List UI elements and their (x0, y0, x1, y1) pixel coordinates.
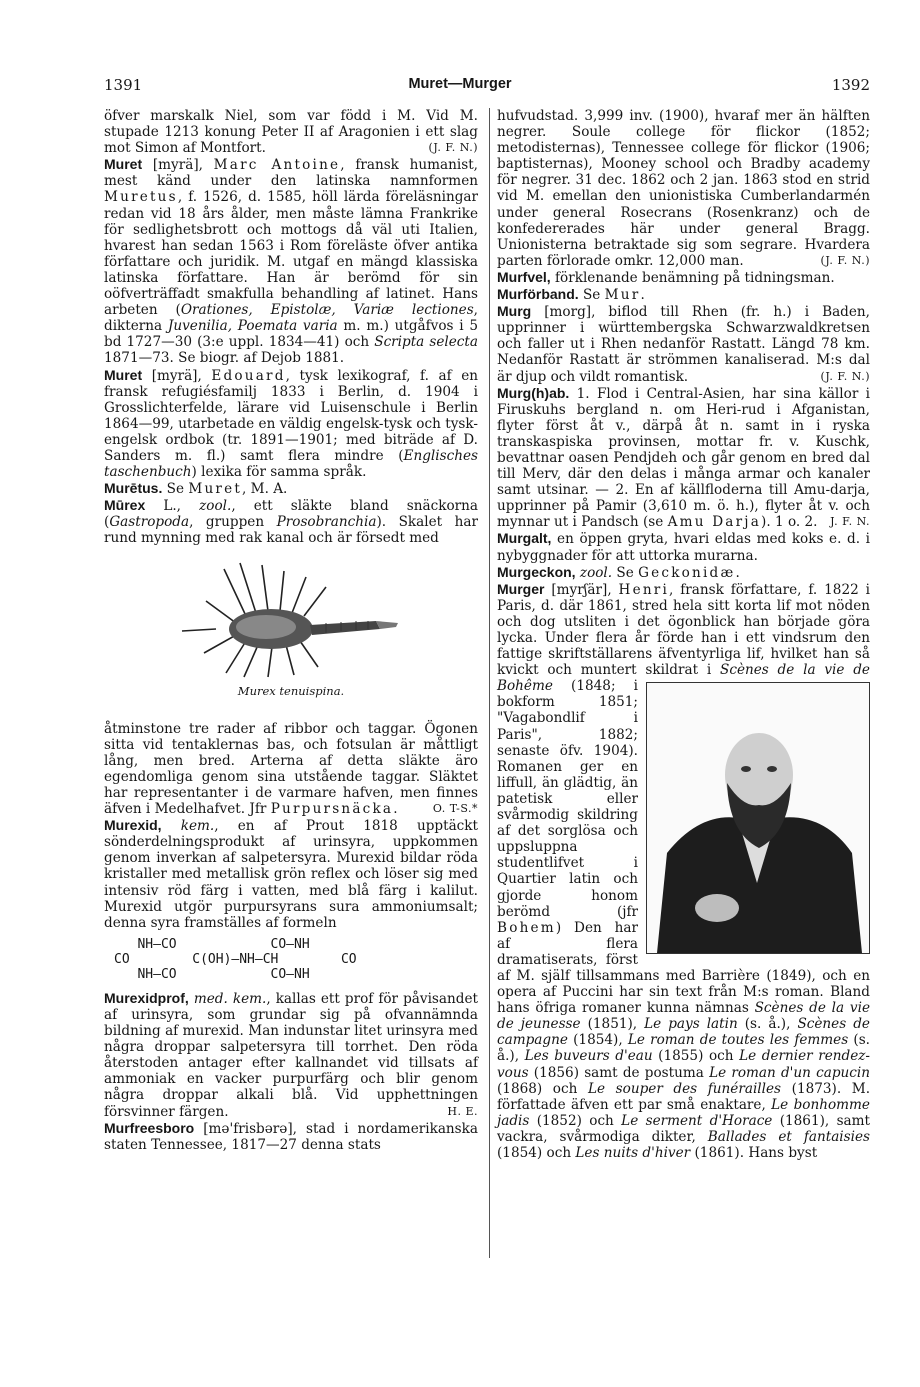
headword: Murger (497, 580, 545, 597)
article-murexid: Murexid, kem., en af Prout 1818 upptäckt sönderdelningsprodukt af urinsyra, uppkommen genom inverkan af salpetersyra. Murexid bildar röda kristaller med metallisk grön reflex och löser sig med intensiv röd färg i vatten, med blå färg i kalilut. Murexid utgör purpursyrans sura ammoniumsalt; denna syra framställes af formeln (104, 817, 478, 931)
headword: Murg (497, 303, 532, 320)
page-number-right: 1392 (831, 76, 870, 94)
article-murghab: Murg(h)ab. 1. Flod i Central-Asien, har sina källor i Firuskuhs bergland n. om Heri-rud i Afganistan, flyter först åt v., därpå åt n. samt in i ryska transkaspiska provinsen, mottar fr. v. Kuschk, bevattnar oasen Pendjdeh och går genom en bred dal till Merv, där den delas i många armar och kanaler samt utsinar. — 2. En af källfloderna till Amu-darja, upprinner på Pamir (3,610 m. ö. h.), flyter åt v. och mynnar ut i Pandsch (se Amu Darja). 1 o. 2. J. F. N. (497, 384, 870, 531)
headword: Murexidprof, (104, 989, 189, 1006)
article-murgeckon: Murgeckon, zool. Se Geckonidæ. (497, 563, 740, 581)
article-murex: Mūrex L., zool., ett släkte bland snäckorna (Gastropoda, gruppen Prosobranchia). Skalet har rund mynning med rak kanal och är försedt med (104, 497, 479, 547)
headword: Murfvel, (497, 268, 551, 285)
headword: Muret (104, 156, 143, 173)
headword: Mūrex (104, 497, 146, 514)
article-murg: Murg [morg], biflod till Rhen (fr. h.) i Baden, upprinner i württembergska Schwarzwaldkretsen och faller ut i Rhen nedanför Rastatt. Längd 78 km. Nedanför Rastatt är strömmen kanaliserad. M:s dal är djup och vildt romantisk. (J. F. N.) (497, 303, 870, 385)
article-muret-marc-antoine: Muret [myrä], Marc Antoine, fransk humanist, mest känd under den latinska namnformen Muretus, f. 1526, d. 1585, höll lärda föreläsningar redan vid 18 års ålder, men måste lämna Frankrike för sedlighetsbrott och mottogs då väl uti Italien, hvarest han sedan 1563 i Rom föreläste öfver antika författare och juridik. M. utgaf en mängd klassiska latinska författare. Han är berömd för sin oöfverträffadt smakfulla behandling af latinet. Hans arbeten (Orationes, Epistolæ, Variæ lectiones, dikterna Juvenilia, Poemata varia m. m.) utgåfvos i 5 bd 1727—30 (3:e uppl. 1834—41) och Scripta selecta 1871—73. Se biogr. af Dejob 1881. (104, 156, 478, 367)
murex-figure (104, 561, 478, 699)
headword: Murgalt, (497, 530, 552, 547)
article-murfreesboro-continued: hufvudstad. 3,999 inv. (1900), hvaraf mer än hälften negrer. Soule college för flickor (1852; metodisternas), Tennessee college för flickor (1906; baptisternas), Mooney school och Bradby academy för negrer. 31 dec. 1862 och 2 jan. 1863 stod en strid vid M. emellan den unionistiska Cumberlandarmén under general Rosecrans (Rosenkranz) och de konfedererades här under general Bragg. Unionisterna betraktade sig som segrare. Hvardera parten förlorade omkr. 12,000 man. (J. F. N.) (497, 108, 870, 269)
murex-shell-illustration (176, 561, 406, 679)
portrait-image (647, 683, 869, 953)
headword: Murfreesboro (104, 1119, 195, 1136)
page-number-left: 1391 (104, 76, 143, 94)
murger-portrait (646, 682, 870, 954)
article-muretus: Murētus. Se Muret, M. A. (104, 480, 288, 498)
article-murexidprof: Murexidprof, med. kem., kallas ett prof för påvisandet af urinsyra, som grundar sig på ofvannämnda bildning af murexid. Man indunstar litet urinsyra med några droppar salpetersyra till torrhet. Den röda återstoden antager efter kallnandet vid tillsats af ammoniak en vacker purpurfärg och blir genom några droppar alkali blå. Vid upphettningen försvinner färgen. H. E. (104, 989, 478, 1120)
article-muret-edouard: Muret [myrä], Edouard, tysk lexikograf, f. af en fransk refugiésfamilj 1833 i Berlin, d. 1904 i Grosslichterfelde, lärare vid Luisenschule i Berlin 1864—99, utarbetade en väldig engelsk-tysk och tysk-engelsk ordbok (tr. 1891—1901; med biträde af D. Sanders m. fl.) samt flera mindre (Englisches taschenbuch) lexika för samma språk. (104, 366, 478, 481)
article-murforband: Murförband. Se Mur. (497, 286, 645, 304)
article-muret-town-end: öfver marskalk Niel, som var född i M. Vid M. stupade 1213 konung Peter II af Aragonien i ett slag mot Simon af Montfort. (J. F. N.) (104, 108, 478, 157)
headword: Murförband. (497, 286, 579, 303)
article-murex-continued: åtminstone tre rader af ribbor och taggar. Ögonen sitta vid tentaklernas bas, och fotsulan är måttligt lång, men bred. Arterna af detta släkte äro egendomliga genom sina utstående taggar. Släktet har representanter i de varmare hafven, men finnes äfven i Medelhafvet. Jfr Purpursnäcka. O. T-S.* (104, 720, 478, 818)
running-title: Muret—Murger (408, 76, 512, 92)
headword: Murētus. (104, 480, 163, 497)
headword: Muret (104, 366, 143, 383)
figure-caption: Murex tenuispina. (237, 683, 345, 698)
right-column (497, 108, 870, 1161)
headword: Murg(h)ab. (497, 384, 570, 401)
headword: Murexid, (104, 817, 162, 834)
article-murfvel: Murfvel, förklenande benämning på tidningsman. (497, 268, 835, 286)
article-murger: Murger [myrʃär], Henri, fransk författare, f. 1822 i Paris, d. där 1861, stred hela sitt korta lif mot nöden och dog utsliten i det ögonblick han började göra lycka. Under flera år förde han i ett vindsrum den fattige skriftställarens äfventyrliga lif, hvilket han så kvickt och muntert skildrat i Scènes de la vie de Bohême (1848; i bokform 1851; "Vagabondlif i Paris", 1882; senaste öfv. 1904). Romanen ger en liffull, än glädtig, än patetisk eller svårmodig skildring af det sorglösa och uppsluppna studentlifvet i Quartier latin och gjorde honom berömd (jfr Bohem) Den har af flera dramatiserats, först af M. själf tillsammans med Barrière (1849), och en opera af Puccini har sin text från M:s roman. Bland hans öfriga romaner kunna nämnas Scènes de la vie de jeunesse (1851), Le pays latin (s. å.), Scènes de campagne (1854), Le roman de toutes les femmes (s. å.), Les buveurs d'eau (1855) och Le dernier rendez-vous (1856) samt de postuma Le roman d'un capucin (1868) och Le souper des funérailles (1873). M. författade äfven ett par små enaktare, Le bonhomme jadis (1852) och Le serment d'Horace (1861), samt vackra, svårmodiga dikter, Ballades et fantaisies (1854) och Les nuits d'hiver (1861). Hans byst (497, 580, 871, 1161)
purpuric-acid-formula: NH–CO CO–NH CO C(OH)–NH–CH CO NH–CO CO–NH (114, 936, 357, 982)
left-column (104, 108, 478, 1153)
headword: Murgeckon, (497, 563, 576, 580)
article-murfreesboro: Murfreesboro [mə'frisbərə], stad i nordamerikanska staten Tennessee, 1817—27 denna stats (104, 1119, 478, 1153)
column-divider (489, 108, 490, 1258)
article-murgalt: Murgalt, en öppen gryta, hvari eldas med koks e. d. i nybyggnader för att uttorka murarna. (497, 530, 870, 564)
